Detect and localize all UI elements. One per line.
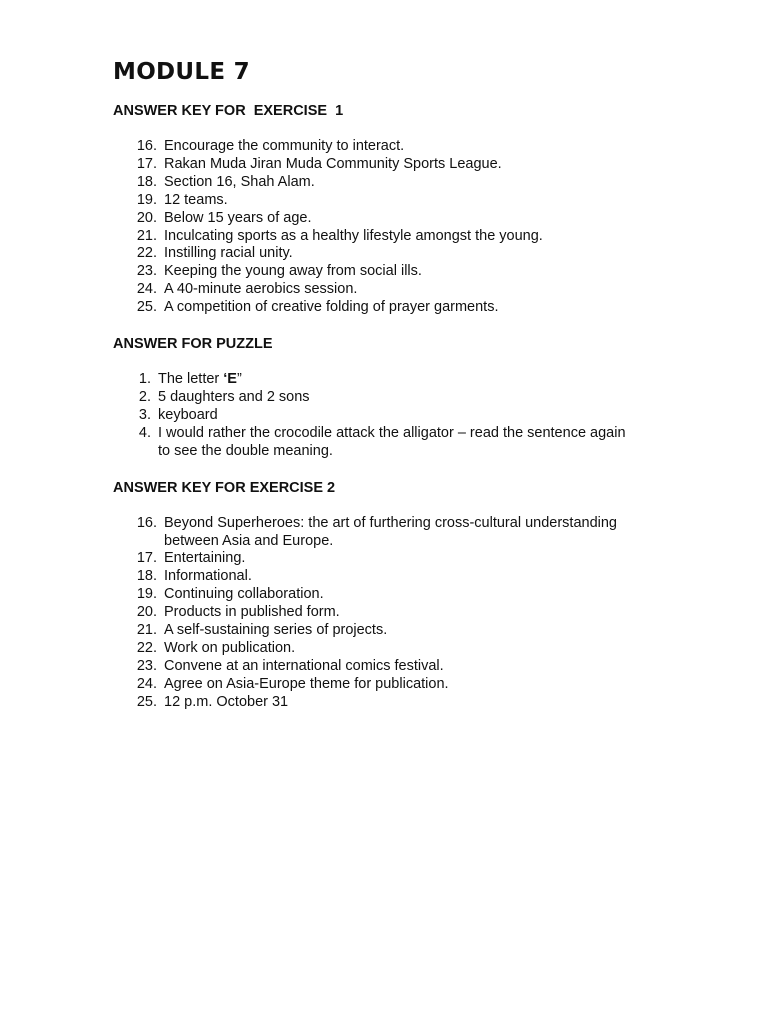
list-item — [113, 281, 673, 299]
item-number: 21. — [136, 622, 157, 639]
exercise-2-answer-list — [113, 515, 673, 712]
item-number: 4. — [138, 424, 151, 441]
item-text: Agree on Asia-Europe theme for publication. — [164, 675, 449, 692]
item-text: Continuing collaboration. — [164, 586, 324, 603]
item-number: 18. — [136, 568, 157, 585]
list-item — [113, 604, 673, 622]
puzzle-answer-list — [113, 371, 673, 461]
item-number: 25. — [136, 693, 157, 710]
item-text: 12 teams. — [164, 191, 228, 208]
item-text: Work on publication. — [164, 639, 296, 656]
item-text: 12 p.m. October 31 — [164, 693, 289, 710]
item-number: 19. — [136, 586, 157, 603]
list-item — [113, 640, 673, 658]
list-item — [113, 156, 673, 174]
list-item — [113, 622, 673, 640]
list-item — [113, 192, 673, 210]
list-item — [113, 210, 673, 228]
list-item — [113, 586, 673, 604]
item-text: 5 daughters and 2 sons — [158, 388, 310, 405]
item-number: 1. — [138, 371, 151, 388]
list-item — [113, 389, 673, 407]
exercise-1-heading: ANSWER KEY FOR EXERCISE 1 — [113, 103, 344, 119]
item-number: 3. — [138, 406, 151, 423]
item-text: Informational. — [164, 568, 252, 585]
item-number: 17. — [136, 550, 157, 567]
item-text-continued: to see the double meaning. — [158, 442, 333, 459]
item-text: I would rather the crocodile attack the alligator – read the sentence again — [158, 424, 626, 441]
item-text: Section 16, Shah Alam. — [164, 173, 315, 190]
item-number: 19. — [136, 191, 157, 208]
item-text: Convene at an international comics festival. — [164, 657, 444, 674]
list-item — [113, 694, 673, 712]
list-item — [113, 425, 673, 461]
item-number: 21. — [136, 227, 157, 244]
item-text: Rakan Muda Jiran Muda Community Sports League. — [164, 155, 502, 172]
page-title: MODULE 7 — [113, 59, 250, 85]
puzzle-heading: ANSWER FOR PUZZLE — [113, 336, 273, 353]
list-item — [113, 299, 673, 317]
item-number: 2. — [138, 388, 151, 405]
list-item — [113, 676, 673, 694]
list-item — [113, 550, 673, 568]
item-number: 23. — [136, 263, 157, 280]
item-text: A 40-minute aerobics session. — [164, 281, 358, 298]
item-text-prefix: The letter — [158, 371, 224, 388]
item-number: 20. — [136, 209, 157, 226]
item-number: 16. — [136, 514, 157, 531]
item-text: Entertaining. — [164, 550, 246, 567]
item-number: 23. — [136, 657, 157, 674]
item-text-continued: between Asia and Europe. — [164, 532, 334, 549]
item-number: 25. — [136, 299, 157, 316]
item-number: 22. — [136, 245, 157, 262]
item-number: 24. — [136, 675, 157, 692]
item-text: Products in published form. — [164, 604, 340, 621]
item-number: 17. — [136, 155, 157, 172]
list-item — [113, 245, 673, 263]
item-text: Instilling racial unity. — [164, 245, 293, 262]
item-text: Below 15 years of age. — [164, 209, 312, 226]
exercise-2-heading: ANSWER KEY FOR EXERCISE 2 — [113, 479, 336, 496]
item-text: keyboard — [158, 406, 218, 423]
item-text-suffix: ” — [236, 371, 242, 388]
list-item — [113, 568, 673, 586]
list-item — [113, 263, 673, 281]
document-page — [113, 56, 673, 712]
list-item — [113, 138, 673, 156]
exercise-1-answer-list — [113, 138, 673, 317]
item-text-bold: ‘E — [223, 371, 237, 388]
item-text: Beyond Superheroes: the art of furthering cross-cultural understanding — [164, 514, 617, 531]
item-text: A self-sustaining series of projects. — [164, 622, 388, 639]
list-item — [113, 407, 673, 425]
list-item — [113, 658, 673, 676]
item-number: 24. — [136, 281, 157, 298]
list-item — [113, 174, 673, 192]
item-text: A competition of creative folding of prayer garments. — [164, 299, 499, 316]
item-text: Keeping the young away from social ills. — [164, 263, 422, 280]
item-text: Inculcating sports as a healthy lifestyle amongst the young. — [164, 227, 543, 244]
list-item — [113, 371, 673, 389]
item-number: 22. — [136, 639, 157, 656]
item-text: Encourage the community to interact. — [164, 138, 405, 154]
list-item — [113, 515, 673, 551]
item-number: 16. — [136, 138, 157, 154]
list-item — [113, 228, 673, 246]
item-number: 20. — [136, 604, 157, 621]
item-number: 18. — [136, 173, 157, 190]
